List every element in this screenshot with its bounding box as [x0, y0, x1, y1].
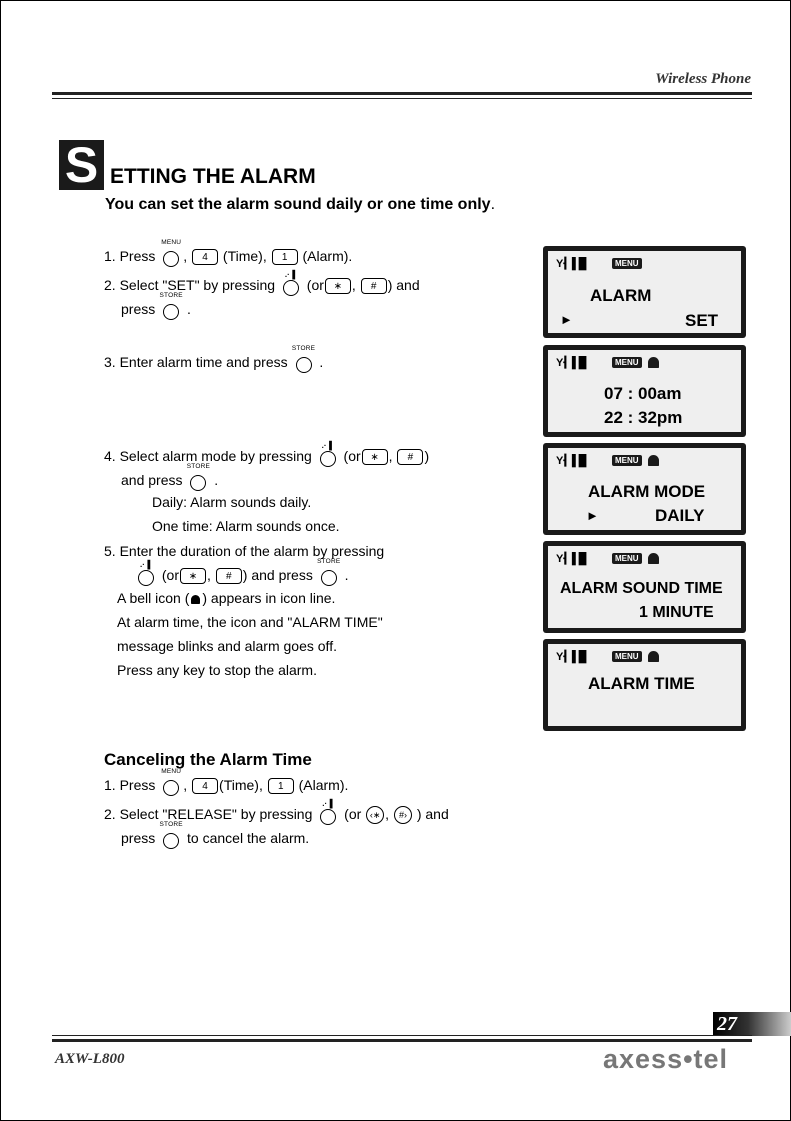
lcd-line-1: ALARM MODE: [588, 482, 706, 501]
lcd-line-1: ALARM SOUND TIME: [560, 580, 723, 597]
navigation-key-icon: .∙▐: [281, 276, 301, 296]
section-title: ETTING THE ALARM: [110, 165, 316, 188]
stop-note: Press any key to stop the alarm.: [117, 662, 317, 678]
page-number: 27: [717, 1013, 737, 1035]
bell-note: A bell icon ( ) appears in icon line.: [117, 590, 336, 606]
navigation-key-icon: .∙▐: [318, 447, 338, 467]
footer-rule-thick: [52, 1039, 752, 1042]
lcd-line-1: ALARM: [590, 286, 652, 305]
blink-note: message blinks and alarm goes off.: [117, 638, 337, 654]
key-4-icon: 4: [192, 249, 218, 265]
key-star-icon: ∗: [325, 278, 351, 294]
step-2-cont: press STORE .: [121, 299, 191, 320]
bell-icon: [648, 455, 659, 466]
step-5-cont: .∙▐ (or ∗ , # ) and press STORE .: [134, 565, 349, 586]
signal-icon: Y∙▎▌█: [556, 651, 586, 663]
store-key-icon: STORE: [188, 471, 208, 491]
signal-icon: Y∙▎▌█: [556, 258, 586, 270]
mode-one-time: One time: Alarm sounds once.: [152, 518, 340, 534]
key-star-icon: ∗: [180, 568, 206, 584]
lcd-display-alarm-time: [543, 639, 746, 731]
signal-icon: Y∙▎▌█: [556, 455, 586, 467]
menu-icon: MENU: [612, 455, 642, 466]
key-hash-icon: #: [361, 278, 387, 294]
key-star-icon: ∗: [362, 449, 388, 465]
arrow-icon: ►: [560, 312, 573, 327]
bell-icon: [648, 357, 659, 368]
mode-daily: Daily: Alarm sounds daily.: [152, 494, 312, 510]
menu-key-icon: MENU: [161, 776, 181, 796]
store-key-icon: STORE: [319, 566, 339, 586]
key-hash-icon: #: [216, 568, 242, 584]
key-1-icon: 1: [272, 249, 298, 265]
signal-icon: Y∙▎▌█: [556, 553, 586, 565]
bell-icon: [648, 651, 659, 662]
navigation-key-icon: .∙▐: [136, 566, 156, 586]
key-4-icon: 4: [192, 778, 218, 794]
cancel-step-2: 2. Select "RELEASE" by pressing .∙▐ (or ‹∗ , #› ) and: [104, 804, 449, 825]
step-2: 2. Select "SET" by pressing .∙▐ (or ∗ , # ) and: [104, 275, 420, 296]
menu-key-icon: MENU: [161, 247, 181, 267]
lcd-display-alarm-mode: [543, 443, 746, 535]
menu-icon: MENU: [612, 258, 642, 269]
header-rule-thick: [52, 92, 752, 95]
key-hash-round-icon: #›: [394, 806, 412, 824]
cancel-step-1: 1. Press MENU , 4 (Time), 1 (Alarm).: [104, 775, 348, 796]
lcd-line-1: ALARM TIME: [588, 674, 695, 693]
lcd-line-2: 1 MINUTE: [639, 604, 714, 621]
lcd-line-2: 22 : 32pm: [604, 408, 683, 427]
section-subtitle: You can set the alarm sound daily or one time only.: [105, 196, 496, 213]
bell-icon: [648, 553, 659, 564]
store-key-icon: STORE: [161, 300, 181, 320]
cancel-heading: Canceling the Alarm Time: [104, 750, 312, 769]
step-4-cont: and press STORE .: [121, 470, 218, 491]
menu-icon: MENU: [612, 553, 642, 564]
key-hash-icon: #: [397, 449, 423, 465]
signal-icon: Y∙▎▌█: [556, 357, 586, 369]
lcd-display-sound-time: [543, 541, 746, 633]
lcd-display-time: [543, 345, 746, 437]
step-1: 1. Press MENU , 4 (Time), 1 (Alarm).: [104, 246, 352, 267]
menu-icon: MENU: [612, 357, 642, 368]
alarm-time-note: At alarm time, the icon and "ALARM TIME": [117, 614, 383, 630]
navigation-key-icon: .∙▐: [318, 805, 338, 825]
model-name: AXW-L800: [55, 1051, 125, 1067]
menu-icon: MENU: [612, 651, 642, 662]
bell-icon: [191, 595, 200, 604]
store-key-icon: STORE: [161, 829, 181, 849]
footer-rule-thin: [52, 1035, 752, 1036]
step-5: 5. Enter the duration of the alarm by pressing: [104, 543, 385, 559]
lcd-line-2: SET: [685, 311, 719, 330]
arrow-icon: ►: [586, 508, 599, 523]
step-3: 3. Enter alarm time and press STORE .: [104, 352, 323, 373]
lcd-line-1: 07 : 00am: [604, 384, 682, 403]
store-key-icon: STORE: [294, 353, 314, 373]
step-4: 4. Select alarm mode by pressing .∙▐ (or ∗ , # ): [104, 446, 429, 467]
lcd-line-2: DAILY: [655, 506, 705, 525]
brand-logo: axess•tel: [603, 1044, 729, 1074]
title-initial: S: [59, 140, 104, 190]
key-star-round-icon: ‹∗: [366, 806, 384, 824]
cancel-step-2-cont: press STORE to cancel the alarm.: [121, 828, 309, 849]
running-header: Wireless Phone: [655, 71, 751, 87]
key-1-icon: 1: [268, 778, 294, 794]
header-rule-thin: [52, 98, 752, 99]
lcd-display-alarm: [543, 246, 746, 338]
